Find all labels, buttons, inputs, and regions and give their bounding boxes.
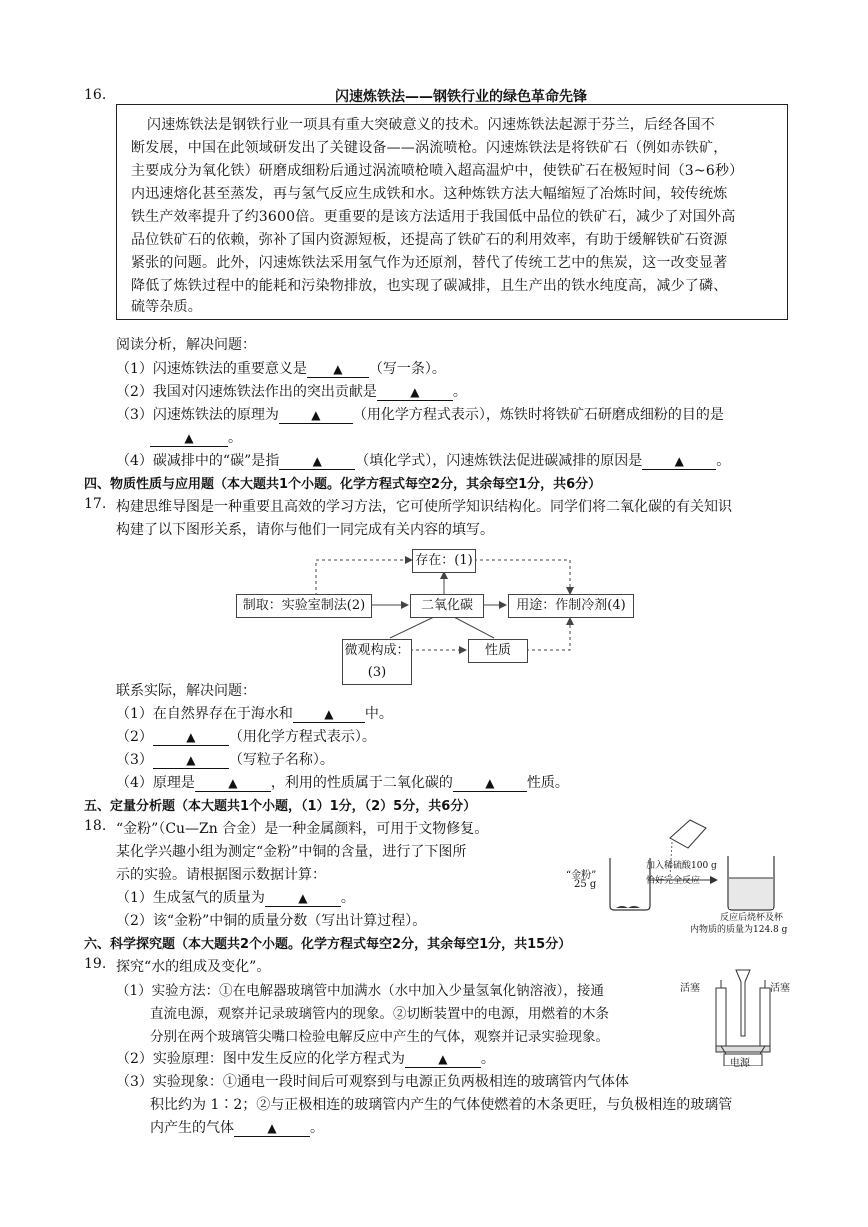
item-text: （2） <box>116 729 153 745</box>
q18-number: 18. <box>84 818 107 834</box>
map-node-micro: 微观构成：(3) <box>342 639 412 685</box>
fig-after-label-1: 反应后烧杯及杯 <box>720 913 784 923</box>
answer-blank[interactable]: ▲ <box>279 407 353 424</box>
fig-add-label: 加入稀硫酸100 g <box>646 861 717 871</box>
item-text: 中。 <box>364 706 393 722</box>
q19-method-line: 直流电源，观察并记录玻璃管内的现象。②切断装置中的电源，用燃着的木条 <box>150 1006 609 1022</box>
answer-blank[interactable]: ▲ <box>307 361 369 378</box>
fig-valve-right-label: 活塞 <box>770 983 790 994</box>
answer-blank[interactable]: ▲ <box>293 706 365 723</box>
section-4-heading: 四、物质性质与应用题（本大题共1个小题。化学方程式每空2分，其余每空1分，共6分） <box>84 477 602 492</box>
answer-blank[interactable]: ▲ <box>279 453 355 470</box>
item-text: 性质。 <box>526 775 569 791</box>
q19-stem: 探究“水的组成及变化”。 <box>116 959 271 975</box>
q18-stem-line: 某化学兴趣小组为测定“金粉”中铜的含量，进行了下图所 <box>116 844 467 860</box>
q17-stem-line: 构建了以下图形关系，请你与他们一同完成有关内容的填写。 <box>116 522 494 538</box>
item-text: （4）碳减排中的“碳”是指 <box>116 453 280 469</box>
answer-blank[interactable]: ▲ <box>265 890 341 907</box>
item-text: （1）在自然界存在于海水和 <box>116 706 293 722</box>
item-text: （1）闪速炼铁法的重要意义是 <box>116 361 307 377</box>
passage-line: 品位铁矿石的依赖，弥补了国内资源短板，还提高了铁矿石的利用效率，有助于缓解铁矿石资源 <box>131 232 728 248</box>
item-text: （1）生成氢气的质量为 <box>116 890 265 906</box>
passage-line: 硫等杂质。 <box>131 299 202 315</box>
map-node-properties: 性质 <box>468 639 528 663</box>
q16-item-1 <box>116 358 446 378</box>
q17-item-1 <box>116 703 393 723</box>
item-text: （2）我国对闪速炼铁法作出的突出贡献是 <box>116 384 377 400</box>
item-text: 。 <box>228 430 242 446</box>
answer-blank[interactable]: ▲ <box>642 453 716 470</box>
fig-sample-label: “金粉” <box>566 870 597 881</box>
q16-item-3b <box>150 427 242 447</box>
q16-intro: 阅读分析，解决问题： <box>116 337 256 353</box>
fig-after-label-2: 内物质的质量为124.8 g <box>690 925 788 935</box>
item-text: （3） <box>116 752 153 768</box>
fig-complete-label: 恰好完全反应 <box>646 876 701 886</box>
item-text: 。 <box>452 384 467 400</box>
item-text: （填化学式），闪速炼铁法促进碳减排的原因是 <box>355 453 643 469</box>
map-node-co2: 二氧化碳 <box>410 594 484 618</box>
q17-number: 17. <box>84 496 107 512</box>
q16-item-2 <box>116 381 467 401</box>
q19-phenomenon-line: （3）实验现象：①通电一段时间后可观察到与电源正负两极相连的玻璃管内气体体 <box>116 1074 629 1090</box>
q17-item-2 <box>116 726 376 746</box>
answer-blank[interactable]: ▲ <box>153 729 229 746</box>
q17-item-4 <box>116 772 569 792</box>
answer-blank[interactable]: ▲ <box>453 775 527 792</box>
q19-principle <box>116 1048 495 1068</box>
answer-blank[interactable]: ▲ <box>234 1120 310 1137</box>
q17-stem-line: 构建思维导图是一种重要且高效的学习方法，它可使所学知识结构化。同学们将二氧化碳的有关知识 <box>116 499 732 515</box>
q18-item-2 <box>116 910 426 930</box>
q19-method-line: （1）实验方法：①在电解器玻璃管中加满水（水中加入少量氢氧化钠溶液），接通 <box>116 983 604 999</box>
passage-line: 紧张的问题。此外，闪速炼铁法采用氢气作为还原剂，替代了传统工艺中的焦炭，这一改变显著 <box>131 255 728 271</box>
map-node-existence: 存在：(1) <box>412 549 476 573</box>
item-text: （4）原理是 <box>116 775 195 791</box>
item-text: （2）实验原理：图中发生反应的化学方程式为 <box>116 1051 405 1067</box>
passage-line: 铁生产效率提升了约3600倍。更重要的是该方法适用于我国低中品位的铁矿石，减少了对国外高 <box>131 209 736 225</box>
fig-valve-left-label: 活塞 <box>680 983 700 994</box>
answer-blank[interactable]: ▲ <box>150 430 228 447</box>
q17-item-3 <box>116 749 334 769</box>
answer-blank[interactable]: ▲ <box>195 775 271 792</box>
fig-mass-label: 25 g <box>574 879 597 890</box>
item-text: （2）该“金粉”中铜的质量分数（写出计算过程）。 <box>116 913 427 929</box>
item-text: 。 <box>480 1051 495 1067</box>
item-text: 。 <box>340 890 355 906</box>
passage-line: 降低了炼铁过程中的能耗和污染物排放，也实现了碳减排，且生产出的铁水纯度高，减少了磷、 <box>131 278 728 294</box>
map-node-preparation: 制取：实验室制法(2) <box>236 594 372 618</box>
fig-power-label: 电源 <box>730 1058 750 1069</box>
section-5-heading: 五、定量分析题（本大题共1个小题，（1）1分，（2）5分，共6分） <box>84 799 477 814</box>
q18-stem-line: 示的实验。请根据图示数据计算： <box>116 867 326 883</box>
q17-intro: 联系实际，解决问题： <box>116 683 256 699</box>
passage-line: 闪速炼铁法是钢铁行业一项具有重大突破意义的技术。闪速炼铁法起源于芬兰，后经各国不 <box>147 117 715 133</box>
answer-blank[interactable]: ▲ <box>153 752 229 769</box>
item-text: （用化学方程式表示）。 <box>228 729 376 745</box>
q16-number: 16. <box>84 87 107 103</box>
item-text: （用化学方程式表示），炼铁时将铁矿石研磨成细粉的目的是 <box>352 407 724 423</box>
passage-line: 主要成分为氧化铁）研磨成细粉后通过涡流喷枪喷入超高温炉中，使铁矿石在极短时间（3~6秒） <box>131 163 744 179</box>
map-node-uses: 用途：作制冷剂(4) <box>508 594 634 618</box>
item-text: 。 <box>716 453 731 469</box>
answer-blank[interactable]: ▲ <box>377 384 453 401</box>
q19-number: 19. <box>84 956 107 972</box>
item-text: ，利用的性质属于二氧化碳的 <box>270 775 453 791</box>
item-text: （3）闪速炼铁法的原理为 <box>116 407 279 423</box>
answer-blank[interactable]: ▲ <box>405 1051 481 1068</box>
q16-title: 闪速炼铁法——钢铁行业的绿色革命先锋 <box>335 89 587 105</box>
passage-line: 断发展，中国在此领域研发出了关键设备——涡流喷枪。闪速炼铁法是将铁矿石（例如赤铁矿， <box>131 140 728 156</box>
q19-phenomenon-line: 积比约为 1∶2；②与正极相连的玻璃管内产生的气体使燃着的木条更旺，与负极相连的玻璃管 <box>150 1097 733 1113</box>
q18-stem-line: “金粉”（Cu—Zn 合金）是一种金属颜料，可用于文物修复。 <box>116 821 489 837</box>
q16-item-4 <box>116 450 730 470</box>
item-text: （写粒子名称）。 <box>228 752 334 768</box>
item-text: （写一条）。 <box>368 361 446 377</box>
section-6-heading: 六、科学探究题（本大题共2个小题。化学方程式每空2分，其余每空1分，共15分） <box>84 937 572 952</box>
passage-line: 内迅速熔化甚至蒸发，再与氢气反应生成铁和水。这种炼铁方法大幅缩短了冶炼时间，较传统炼 <box>131 186 728 202</box>
q19-phenomenon-last <box>150 1117 324 1137</box>
q19-method-line: 分别在两个玻璃管尖嘴口检验电解反应中产生的气体，观察并记录实验现象。 <box>150 1029 609 1045</box>
item-text: 内产生的气体 <box>150 1120 234 1136</box>
q16-passage-box <box>116 104 788 320</box>
item-text: 。 <box>310 1120 324 1136</box>
q18-item-1 <box>116 887 355 907</box>
q16-item-3 <box>116 404 724 424</box>
